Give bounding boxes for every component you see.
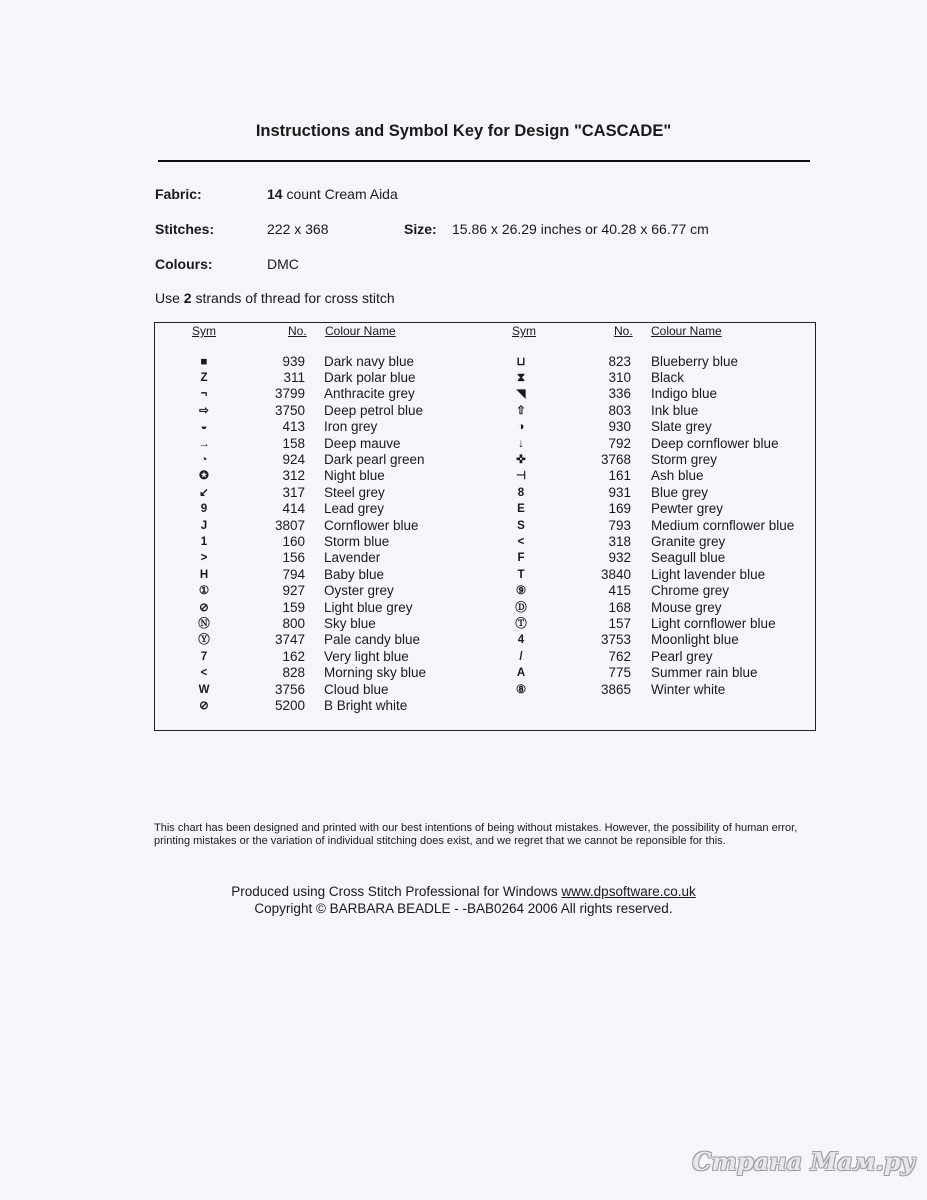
symbol-icon: ⑧: [515, 683, 527, 696]
colour-name: Blueberry blue: [651, 353, 739, 369]
dmc-number: 930: [608, 419, 631, 435]
stitches-value: 222 x 368: [267, 221, 329, 237]
no-header-right: No.: [614, 324, 633, 338]
symbol-icon: ↓: [518, 437, 524, 450]
colour-name: Dark pearl green: [324, 451, 425, 467]
colour-name: Anthracite grey: [324, 386, 415, 402]
dmc-number: 800: [282, 615, 305, 631]
dmc-number: 414: [282, 501, 305, 517]
colour-name: Mouse grey: [651, 599, 722, 615]
dmc-number: 793: [608, 517, 631, 533]
dmc-number: 939: [282, 353, 305, 369]
symbol-icon: ¬: [200, 388, 208, 401]
colour-name: Dark navy blue: [324, 353, 415, 369]
symbol-icon: <: [517, 535, 525, 548]
colour-name: Storm grey: [651, 451, 718, 467]
symbol-icon: Ⓨ: [198, 634, 210, 647]
dmc-number: 3747: [274, 632, 305, 648]
watermark-logo: Страна Мам.ру: [692, 1147, 915, 1176]
symbol-icon: ⊣: [515, 470, 527, 483]
stitches-label: Stitches:: [155, 221, 215, 237]
dmc-number: 924: [282, 451, 305, 467]
colour-name: Ash blue: [651, 468, 704, 484]
dmc-number: 160: [282, 533, 305, 549]
symbol-icon: >: [200, 552, 208, 565]
dmc-number: 310: [608, 369, 631, 385]
dmc-number: 311: [283, 369, 305, 385]
symbol-icon: ⇧: [516, 404, 526, 417]
colour-name: Iron grey: [324, 419, 378, 435]
dmc-number: 415: [608, 583, 631, 599]
colour-name: Indigo blue: [651, 386, 718, 402]
colour-name: Pearl grey: [651, 648, 713, 664]
dmc-number: 792: [608, 435, 631, 451]
fabric-value: [267, 186, 398, 202]
dmc-number: 318: [608, 533, 631, 549]
symbol-icon: ↙: [199, 486, 209, 499]
copyright-text: Copyright © BARBARA BEADLE - -BAB0264 2006 All rights reserved.: [254, 901, 673, 916]
symbol-icon: Z: [200, 371, 208, 384]
symbol-icon: F: [517, 552, 525, 565]
symbol-icon: 8: [517, 486, 525, 499]
dmc-number: 803: [608, 402, 631, 418]
fabric-type: count Cream Aida: [282, 186, 398, 202]
colour-name: Black: [651, 369, 685, 385]
colour-name: Blue grey: [651, 484, 709, 500]
symbol-icon: /: [519, 650, 523, 663]
no-header-left: No.: [288, 324, 307, 338]
strands-instruction: Use 2 strands of thread for cross stitch: [155, 290, 395, 306]
colour-name: Very light blue: [324, 648, 409, 664]
dmc-number: 828: [282, 665, 305, 681]
dmc-number: 775: [608, 665, 631, 681]
symbol-icon: ⊘: [199, 601, 209, 614]
dmc-number: 3768: [600, 451, 631, 467]
dmc-number: 5200: [274, 697, 305, 713]
dmc-number: 317: [282, 484, 305, 500]
symbol-icon: <: [200, 667, 208, 680]
dmc-number: 931: [608, 484, 631, 500]
colour-name: Light lavender blue: [651, 566, 766, 582]
colour-name: Lead grey: [324, 501, 385, 517]
symbol-icon: ■: [200, 355, 208, 368]
symbol-icon: ✜: [516, 453, 526, 466]
symbol-icon: W: [198, 683, 210, 696]
colour-name: Summer rain blue: [651, 665, 758, 681]
sym-header-left: Sym: [192, 324, 216, 338]
colour-name: Oyster grey: [324, 583, 394, 599]
symbol-icon: J: [200, 519, 208, 532]
fabric-label: Fabric:: [155, 186, 202, 202]
dmc-number: 169: [608, 501, 631, 517]
colour-name: Slate grey: [651, 419, 712, 435]
symbol-icon: ⊘: [199, 699, 209, 712]
symbol-icon: →: [198, 437, 210, 450]
disclaimer-text: This chart has been designed and printed with our best intentions of being without mistakes. However, the possibility of human error, printing mistakes or the variation of individual stitching does exist, and we regret that we cannot be reponsible for this.: [154, 822, 798, 847]
dmc-number: 794: [282, 566, 305, 582]
colour-name: Winter white: [651, 681, 726, 697]
symbol-icon: A: [516, 667, 526, 680]
colour-name: Pale candy blue: [324, 632, 421, 648]
dmc-number: 3799: [274, 386, 305, 402]
fabric-count: 14: [267, 186, 283, 202]
dmc-number: 3807: [274, 517, 305, 533]
dmc-number: 3865: [600, 681, 631, 697]
dmc-number: 823: [608, 353, 631, 369]
dmc-number: 762: [608, 648, 631, 664]
dmc-number: 3753: [600, 632, 631, 648]
symbol-icon: 1: [200, 535, 208, 548]
dmc-number: 927: [282, 583, 305, 599]
dmc-number: 413: [282, 419, 305, 435]
strands-count: 2: [183, 290, 192, 306]
symbol-icon: 9: [200, 503, 208, 516]
colour-name: Medium cornflower blue: [651, 517, 795, 533]
symbol-icon: ①: [198, 585, 210, 598]
colour-name: Dark polar blue: [324, 369, 416, 385]
dmc-number: 3750: [274, 402, 305, 418]
dmc-number: 336: [608, 386, 631, 402]
name-header-left: Colour Name: [325, 324, 396, 338]
symbol-icon: 4: [517, 634, 525, 647]
symbol-icon: H: [199, 568, 209, 581]
colours-label: Colours:: [155, 256, 213, 272]
dmc-number: 157: [608, 615, 631, 631]
colour-name: Cloud blue: [324, 681, 389, 697]
size-label: Size:: [404, 221, 437, 237]
symbol-icon: S: [517, 519, 525, 532]
dmc-number: 3840: [600, 566, 631, 582]
symbol-icon: ⇨: [199, 404, 209, 417]
colour-name: Lavender: [324, 550, 381, 566]
symbol-icon: Ⓓ: [515, 601, 527, 614]
produced-credit: [0, 883, 927, 917]
colour-name: Deep mauve: [324, 435, 401, 451]
colour-name: Moonlight blue: [651, 632, 739, 648]
symbol-icon: ◑: [517, 421, 525, 434]
colour-name: Morning sky blue: [324, 665, 427, 681]
colours-value: DMC: [267, 256, 299, 272]
sym-header-right: Sym: [512, 324, 536, 338]
symbol-icon: E: [517, 503, 525, 516]
name-header-right: Colour Name: [651, 324, 722, 338]
website-link[interactable]: www.dpsoftware.co.uk: [561, 884, 696, 899]
symbol-icon: Ⓝ: [198, 617, 210, 630]
dmc-number: 3756: [274, 681, 305, 697]
colour-name: Night blue: [324, 468, 385, 484]
size-value: 15.86 x 26.29 inches or 40.28 x 66.77 cm: [452, 221, 709, 237]
dmc-number: 162: [282, 648, 305, 664]
produced-text: Produced using Cross Stitch Professional for Windows: [231, 884, 562, 899]
symbol-icon: ⑨: [515, 585, 527, 598]
symbol-icon: 7: [200, 650, 208, 663]
dmc-number: 168: [608, 599, 631, 615]
symbol-icon: ⊔: [516, 355, 526, 368]
dmc-number: 156: [282, 550, 305, 566]
colour-name: Ink blue: [651, 402, 699, 418]
colour-name: Pewter grey: [651, 501, 724, 517]
colour-name: Light cornflower blue: [651, 615, 776, 631]
colour-name: Steel grey: [324, 484, 385, 500]
colour-name: Baby blue: [324, 566, 385, 582]
symbol-icon: ◒: [200, 421, 208, 434]
colour-name: Light blue grey: [324, 599, 413, 615]
colour-name: Chrome grey: [651, 583, 730, 599]
dmc-number: 312: [282, 468, 305, 484]
colour-name: Seagull blue: [651, 550, 726, 566]
colour-name: Deep petrol blue: [324, 402, 424, 418]
colour-name: Sky blue: [324, 615, 376, 631]
page-title: Instructions and Symbol Key for Design "CASCADE": [255, 122, 672, 140]
dmc-number: 159: [282, 599, 305, 615]
colour-name: Deep cornflower blue: [651, 435, 779, 451]
symbol-icon: ✪: [199, 470, 209, 483]
symbol-icon: Ⓣ: [515, 617, 527, 630]
dmc-number: 158: [282, 435, 305, 451]
colour-name: B Bright white: [324, 697, 408, 713]
symbol-icon: ◥: [516, 388, 526, 401]
colour-name: Storm blue: [324, 533, 390, 549]
title-rule: [158, 160, 810, 162]
symbol-icon: ⧗: [516, 371, 526, 384]
symbol-icon: ◔: [200, 453, 208, 466]
dmc-number: 161: [608, 468, 631, 484]
colour-name: Granite grey: [651, 533, 726, 549]
colour-name: Cornflower blue: [324, 517, 419, 533]
symbol-icon: T: [517, 568, 525, 581]
dmc-number: 932: [608, 550, 631, 566]
